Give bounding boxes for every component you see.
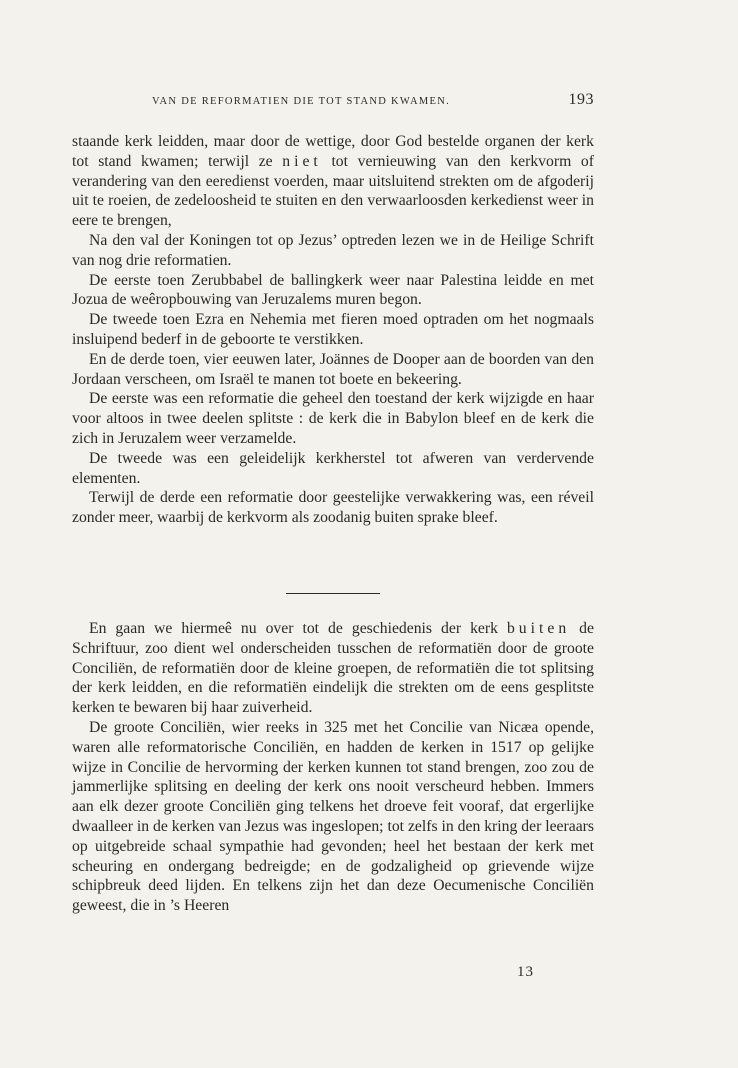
paragraph: En de derde toen, vier eeuwen later, Joännes de Dooper aan de boorden van den Jordaan verscheen, om Israël te manen tot boete en bekeering. [72,350,594,388]
text-block-lower [72,619,594,916]
paragraph: De groote Conciliën, wier reeks in 325 met het Concilie van Nicæa opende, waren alle reformatorische Conciliën, en hadden de kerken in 1517 op gelijke wijze in Concilie de hervorming der kerken kunnen tot stand brengen, zoo zou de jammerlijke splitsing en deeling der kerk ons nooit verscheurd hebben. Immers aan elk dezer groote Conciliën ging telkens het droeve feit vooraf, dat ergerlijke dwaalleer in de kerken van Jezus was ingeslopen; tot zelfs in den kring der leeraars op uitgebreide schaal sympathie had gevonden; heel het bestaan der kerk met scheuring en ondergang bedreigde; en de godzaligheid op grievende wijze schipbreuk deed lijden. En telkens zijn het dan deze Oecumenische Conciliën geweest, die in ’s Heeren [72,718,594,915]
page-header [72,91,594,109]
paragraph [72,619,594,718]
paragraph: De tweede toen Ezra en Nehemia met fieren moed optraden om het nogmaals insluipend bederf in de geboorte te verstikken. [72,311,594,348]
paragraph: Na den val der Koningen tot op Jezus’ optreden lezen we in de Heilige Schrift van nog drie reformatien. [72,231,594,269]
running-title: VAN DE REFORMATIEN DIE TOT STAND KWAMEN. [152,96,451,107]
signature-mark: 13 [517,964,534,980]
paragraph: De tweede was een geleidelijk kerkherstel tot afweren van verdervende elementen. [72,449,594,487]
page-number: 193 [568,91,594,108]
text-run: tot vernieuwing van den kerkvorm of verandering van den eeredienst voerden, maar uitsluitend strekten om de afgoderij uit te roeien, de zedeloosheid te stuiten en den verwaarloosden kerkedienst weer in eere te brengen, [72,152,594,230]
text-block-upper [72,132,594,528]
paragraph: Terwijl de derde een reformatie door geestelijke verwakkering was, een réveil zonder meer, waarbij de kerkvorm als zoodanig buiten sprake bleef. [72,489,594,527]
section-divider [286,593,380,594]
text-run: staande kerk leidden, maar door de wettige, door God bestelde organen der kerk tot stand kwamen; terwijl ze [72,133,594,170]
paragraph: De eerste was een reformatie die geheel den toestand der kerk wijzigde en haar voor altoos in twee deelen splitste : de kerk die in Babylon bleef en de kerk die zich in Jeruzalem weer verzamelde. [72,390,594,447]
emphasis-spaced: niet [282,152,322,170]
paragraph [72,132,594,231]
paragraph: De eerste toen Zerubbabel de ballingkerk weer naar Palestina leidde en met Jozua de weêropbouwing van Jeruzalems muren begon. [72,271,594,309]
emphasis-spaced: buiten [506,620,571,637]
text-run: de Schriftuur, zoo dient wel onderscheiden tusschen de reformatiën door de groote Conciliën, de reformatiën door de kleine groepen, de reformatiën die tot splitsing der kerk leidden, en die reformatiën eindelijk die strekten om de eens gesplitste kerken te bewaren bij haar zuiverheid. [72,620,594,717]
text-run: En gaan we hiermeê nu over tot de geschiedenis der kerk [89,620,507,637]
